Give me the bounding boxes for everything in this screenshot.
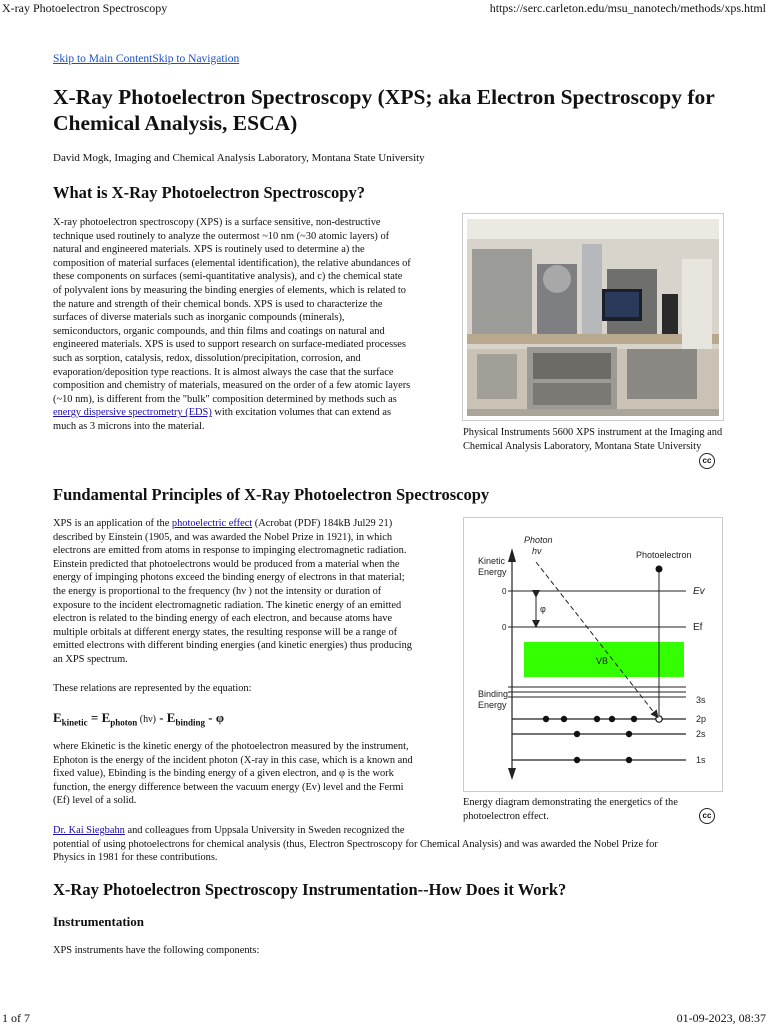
print-header-title: X-ray Photoelectron Spectroscopy (2, 1, 168, 15)
photoelectron-label: Photoelectron (636, 550, 692, 560)
energy-diagram-caption: Energy diagram demonstrating the energetics of the photoelectron effect. (463, 797, 678, 822)
creative-commons-icon[interactable]: cc (699, 453, 715, 469)
phi-label: φ (540, 604, 546, 614)
kinetic-label: Kinetic (478, 556, 506, 566)
equation-explanation: where Ekinetic is the kinetic energy of the photoelectron measured by the instrument, Ephoton is the energy of the incident photon (X-ray in this case, which is a known and fixed value), Ebinding is the binding energy of a given electron, and φ is the work function, the energy difference between the vacuum energy (Ev) level and the Fermi (Ef) level of a solid. (53, 741, 413, 807)
eds-link[interactable]: energy dispersive spectrometry (EDS) (53, 407, 212, 419)
photon-label: Photon (524, 535, 553, 545)
skip-links (53, 53, 239, 65)
level-2s-label: 2s (696, 729, 706, 739)
level-2p-label: 2p (696, 714, 707, 724)
zero-ev-label: 0 (502, 587, 507, 596)
energy-diagram (464, 518, 722, 791)
binding-label: Binding (478, 689, 509, 699)
level-1s-label: 1s (696, 755, 706, 765)
author-line: David Mogk, Imaging and Chemical Analysis Laboratory, Montana State University (53, 152, 425, 164)
instrumentation-text: XPS instruments have the following components: (53, 945, 260, 956)
print-footer-page: 1 of 7 (2, 1011, 30, 1025)
section2-paragraph: XPS is an application of the photoelectric effect (Acrobat (PDF) 184kB Jul29 21) described by Einstein (1905, and was awarded the Nobel Prize in 1921), in which electrons are emitted from atoms in response to impinging electromagnetic radiation. Einstein predicted that photoelectrons would be produced from a material when the energy of impinging photons exceed the binding energy of electrons in that material; the energy is proportional to the frequency (hν ) not the intensity or duration of exposure to the incident electromagnetic radiation. The kinetic energy of an emitted electron is related to the binding energy of each electron, and because atoms have multiple orbitals at different energy states, the resulting response will be a range of emitted electrons with different binding energies (and kinetic energies) thus producing an XPS spectrum. (53, 518, 412, 665)
binding-energy-label: Energy (478, 700, 507, 710)
photoelectric-effect-link[interactable]: photoelectric effect (171, 518, 253, 529)
creative-commons-icon-2[interactable]: cc (699, 808, 715, 824)
kai-siegbahn-link[interactable]: Dr. Kai Siegbahn (53, 825, 125, 836)
siegbahn-paragraph: Dr. Kai Siegbahn and colleagues from Uppsala University in Sweden recognized the potential of using photoelectrons for chemical analysis (thus, Electron Spectroscopy for Chemical Analysis) and was awarded the Nobel Prize for Physics in 1981 for these contributions. (53, 825, 658, 864)
hv-label: hν (532, 546, 542, 556)
ev-label: Ev (693, 586, 705, 597)
energy-diagram-figure (463, 517, 723, 792)
section-heading-fundamental-principles: Fundamental Principles of X-Ray Photoelectron Spectroscopy (53, 485, 490, 504)
vb-label: VB (596, 656, 609, 666)
print-footer-datetime: 01-09-2023, 08:37 (676, 1011, 766, 1025)
xps-instrument-photo (467, 219, 719, 416)
skip-to-nav-link[interactable]: Skip to Navigation (152, 53, 240, 65)
photoelectric-equation: $E_{kinetic} = E_{photon}$ $(h\nu) - E_{binding}$ - φ (53, 710, 224, 728)
section1-paragraph: X-ray photoelectron spectroscopy (XPS) is a surface sensitive, non-destructive technique used routinely to analyze the outermost ~10 nm (~30 atomic layers) of natural and engineered materials. XPS is routinely used to determine a) the composition of material surfaces (elemental identification), the relative abundances of these components on surfaces (semi-quantitative analysis), and c) the chemical state of polyvalent ions by measuring the binding energies of elements, which is related to the nature and strength of their chemical bonds. XPS is used to characterize the surfaces of diverse materials such as inorganic compounds (minerals), semiconductors, organic compounds, and thin films and coatings on natural and engineered materials. XPS is used to support research on surface-mediated processes such as sorption, catalysis, redox, dissolution/precipitation, corrosion, and evaporation/deposition type reactions. It is almost always the case that the surface composition and chemistry of materials, measured on the order of a few atomic layers (~10 nm), is different from the "bulk" composition determined by methods such as energy dispersive spectrometry (EDS) with excitation volumes that can extend as much as 3 microns into the material. (53, 217, 411, 432)
kinetic-energy-label: Energy (478, 567, 507, 577)
relations-text: These relations are represented by the equation: (53, 683, 252, 694)
section-heading-what-is-xps: What is X-Ray Photoelectron Spectroscopy? (53, 183, 365, 202)
ef-label: Ef (693, 622, 703, 633)
instrument-figure-caption: Physical Instruments 5600 XPS instrument at the Imaging and Chemical Analysis Laboratory, Montana State University (463, 427, 723, 452)
skip-to-main-link[interactable]: Skip to Main Content (53, 53, 153, 65)
level-3s-label: 3s (696, 695, 706, 705)
page-title: X-Ray Photoelectron Spectroscopy (XPS; aka Electron Spectroscopy for Chemical Analysis, ESCA) (53, 85, 715, 135)
print-header-url: https://serc.carleton.edu/msu_nanotech/methods/xps.html (489, 1, 766, 15)
subheading-instrumentation: Instrumentation (53, 914, 145, 929)
zero-ef-label: 0 (502, 623, 507, 632)
section-heading-instrumentation: X-Ray Photoelectron Spectroscopy Instrumentation--How Does it Work? (53, 880, 567, 899)
